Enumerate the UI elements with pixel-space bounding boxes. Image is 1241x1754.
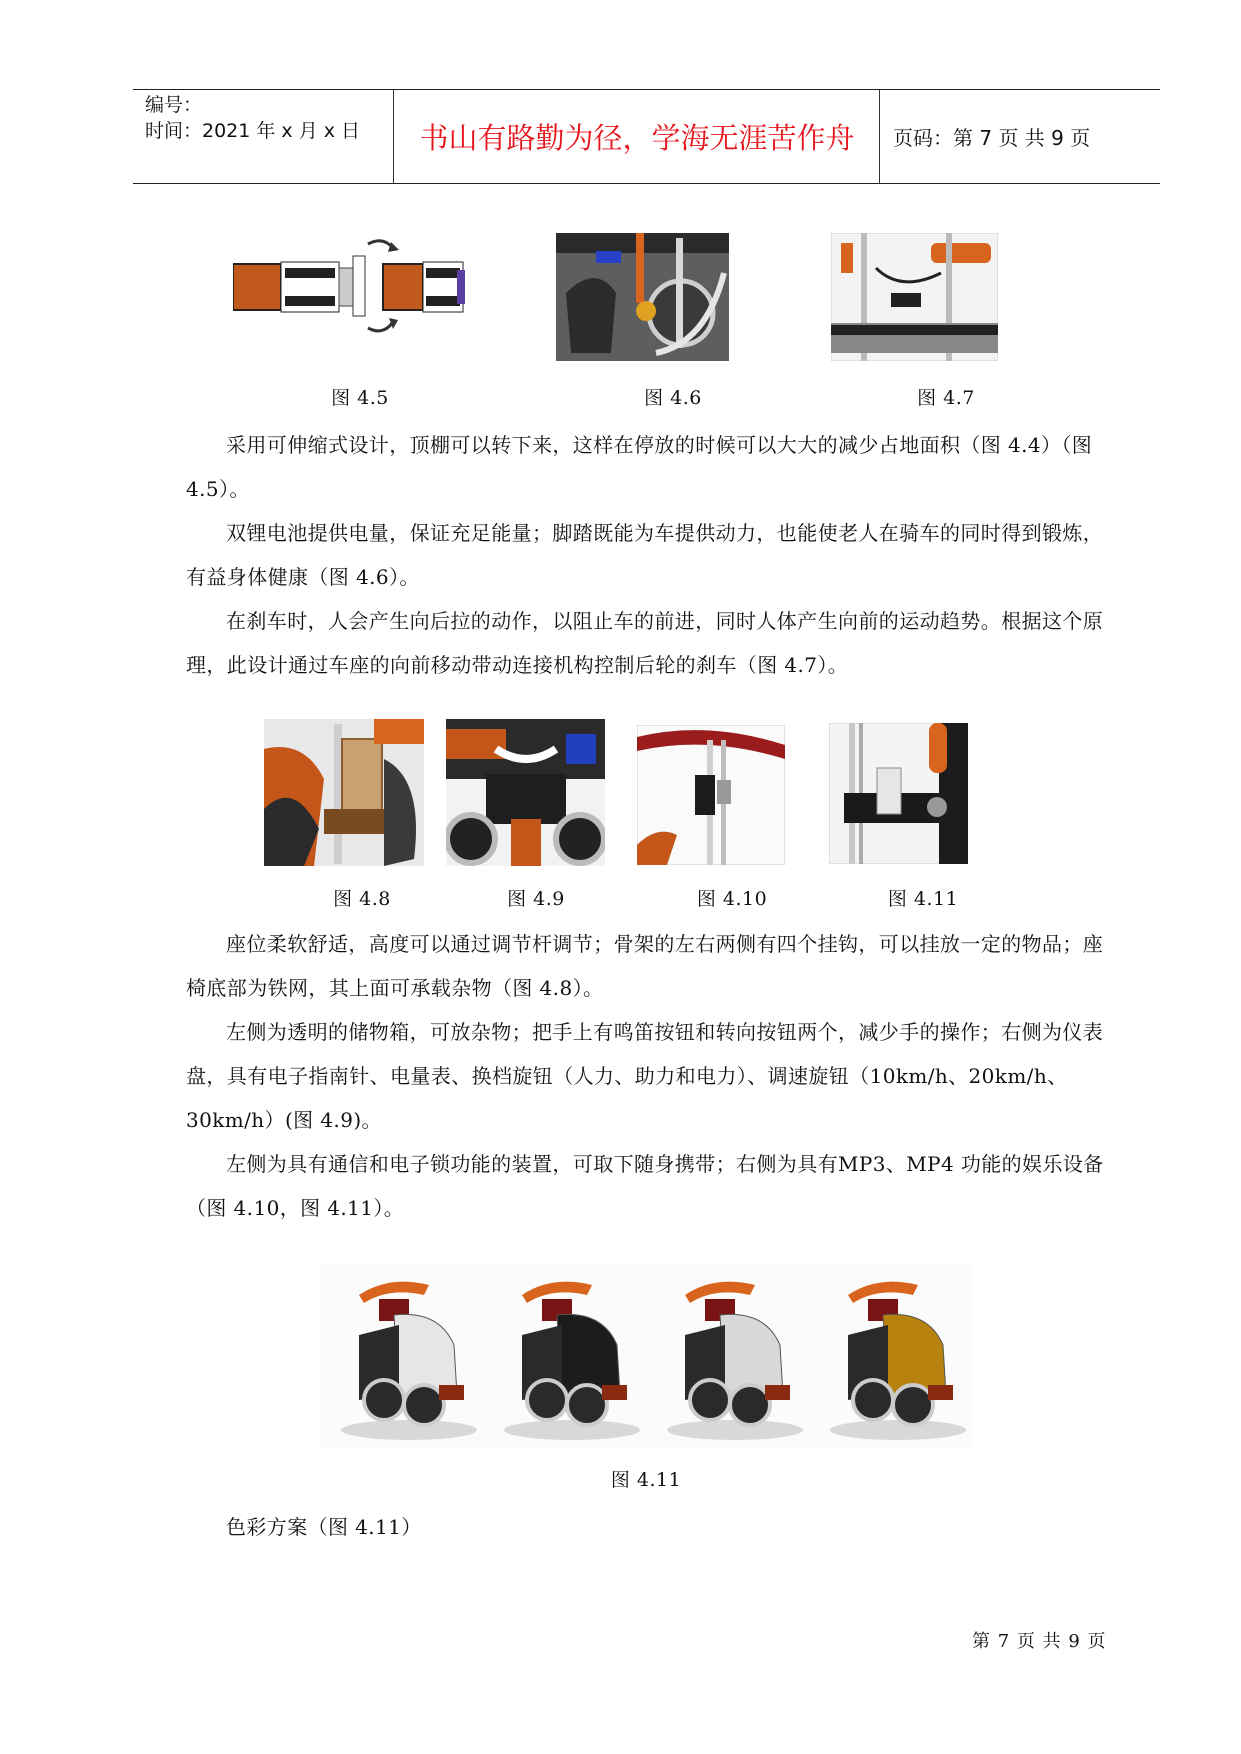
body-text-section-a (186, 423, 1122, 687)
paragraph: 座位柔软舒适，高度可以通过调节杆调节；骨架的左右两侧有四个挂钩，可以挂放一定的物品；座椅底部为铁网，其上面可承载杂物（图 4.8）。 (186, 932, 1104, 1000)
date-label: 时间：2021 年 x 月 x 日 (145, 120, 361, 142)
figure-caption: 图 4.10 (696, 888, 768, 910)
figure-4-11-detail-image (829, 723, 968, 864)
figure-caption: 图 4.11 (610, 1469, 682, 1491)
paragraph: 双锂电池提供电量，保证充足能量；脚踏既能为车提供动力，也能使老人在骑车的同时得到锻炼，有益身体健康（图 4.6）。 (186, 521, 1104, 589)
color-scheme-image (319, 1265, 971, 1448)
figure-caption: 图 4.8 (333, 888, 391, 910)
figure-caption: 图 4.9 (507, 888, 565, 910)
header-meta (145, 90, 393, 183)
figure-4-8-image (264, 719, 424, 866)
paragraph: 左侧为透明的储物箱，可放杂物；把手上有鸣笛按钮和转向按钮两个，减少手的操作；右侧为仪表盘，具有电子指南针、电量表、换档旋钮（人力、助力和电力）、调速旋钮（10km/h、20km/h、30km/h）(图 4.9)。 (186, 1020, 1104, 1132)
page-header (133, 89, 1160, 184)
figure-4-5-image (233, 234, 469, 338)
body-text-section-b (186, 922, 1122, 1230)
header-page-indicator: 页码：第 7 页 共 9 页 (893, 126, 1091, 150)
serial-number-label: 编号： (145, 94, 203, 116)
figure-caption: 图 4.7 (917, 387, 975, 409)
header-motto: 书山有路勤为径，学海无涯苦作舟 (419, 121, 855, 155)
figure-caption: 图 4.5 (331, 387, 389, 409)
figure-4-7-image (831, 233, 998, 361)
figure-caption: 图 4.11 (887, 888, 959, 910)
page-footer: 第 7 页 共 9 页 (972, 1631, 1107, 1652)
header-divider (393, 90, 394, 183)
paragraph: 色彩方案（图 4.11） (226, 1515, 422, 1539)
header-divider (879, 90, 880, 183)
figure-caption: 图 4.6 (644, 387, 702, 409)
figure-4-6-image (556, 233, 729, 361)
color-scheme-text (186, 1505, 1122, 1549)
paragraph: 在刹车时，人会产生向后拉的动作，以阻止车的前进，同时人体产生向前的运动趋势。根据这个原理，此设计通过车座的向前移动带动连接机构控制后轮的刹车（图 4.7）。 (186, 609, 1104, 677)
paragraph: 采用可伸缩式设计，顶棚可以转下来，这样在停放的时候可以大大的减少占地面积（图 4.4）（图 4.5）。 (186, 433, 1093, 501)
figure-4-10-image (637, 725, 785, 865)
figure-4-9-image (446, 719, 605, 866)
paragraph: 左侧为具有通信和电子锁功能的装置，可取下随身携带；右侧为具有MP3、MP4 功能的娱乐设备（图 4.10，图 4.11）。 (186, 1152, 1104, 1220)
